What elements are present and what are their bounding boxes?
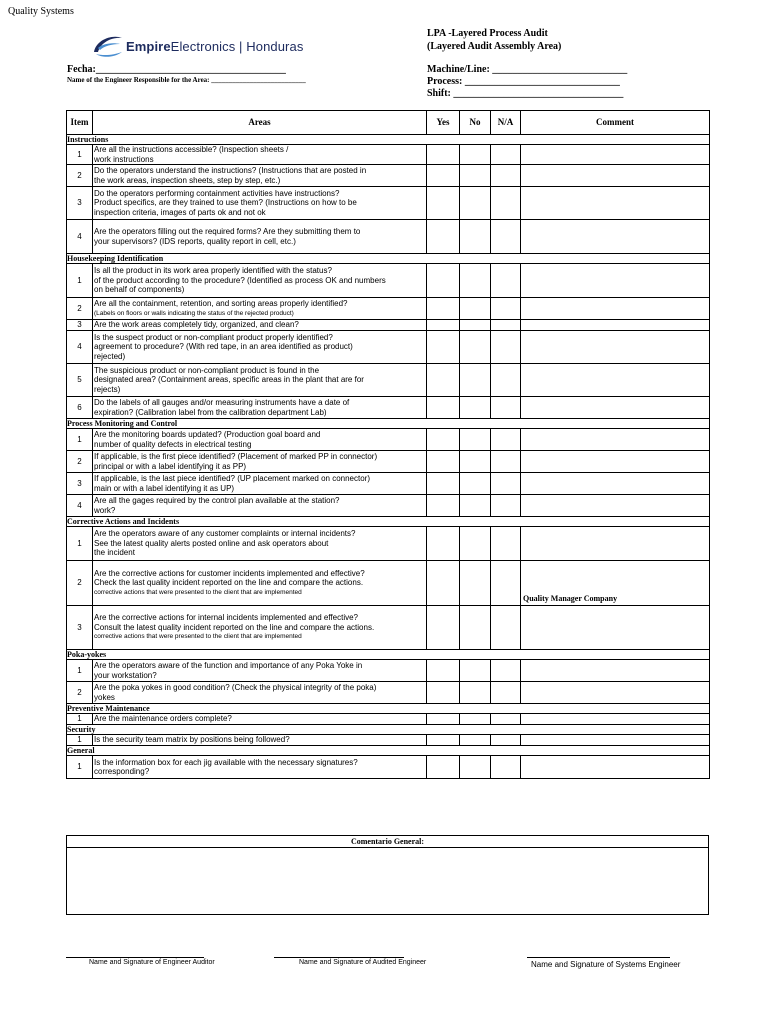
na-cell[interactable] <box>491 714 521 725</box>
question-text <box>93 145 427 165</box>
empire-swoosh-icon <box>92 32 124 62</box>
question-text <box>93 756 427 779</box>
comment-cell[interactable] <box>521 606 710 650</box>
yes-cell[interactable] <box>427 660 460 682</box>
table-row <box>67 165 710 187</box>
question-line: Is the suspect product or non-compliant product properly identified? <box>94 332 333 342</box>
table-row <box>67 473 710 495</box>
question-line: Are the poka yokes in good condition? (Check the physical integrity of the poka) <box>94 683 377 692</box>
yes-cell[interactable] <box>427 735 460 746</box>
no-cell[interactable] <box>460 187 491 220</box>
na-cell[interactable] <box>491 756 521 779</box>
question-line: designated area? (Containment areas, specific areas in the plant that are for <box>94 375 364 385</box>
no-cell[interactable] <box>460 561 491 606</box>
comment-cell[interactable] <box>521 220 710 254</box>
question-line: Are the corrective actions for customer incidents implemented and effective? <box>94 568 365 578</box>
question-line: work? <box>94 505 116 515</box>
question-text <box>93 527 427 561</box>
table-row <box>67 364 710 397</box>
machine-line-field: Machine/Line: ___________________________ <box>427 64 628 75</box>
question-text <box>93 473 427 495</box>
question-line: Is the security team matrix by positions being followed? <box>94 735 290 745</box>
question-line: principal or with a label identifying it as PP) <box>94 461 247 471</box>
na-cell[interactable] <box>491 451 521 473</box>
question-line: corrective actions that were presented to the client that are implemented <box>94 633 302 641</box>
question-line: your workstation? <box>94 670 157 680</box>
question-line: Are the work areas completely tidy, organized, and clean? <box>94 320 299 330</box>
table-row <box>67 451 710 473</box>
question-line: (Labels on floors or walls indicating the status of the rejected product) <box>94 309 294 317</box>
question-line: agreement to procedure? (With red tape, in an area identified as product) <box>94 342 353 352</box>
section-title: Corrective Actions and Incidents <box>67 517 710 527</box>
no-cell[interactable] <box>460 264 491 298</box>
form-subtitle: (Layered Audit Assembly Area) <box>427 41 562 52</box>
question-line: Are the maintenance orders complete? <box>94 714 232 724</box>
question-text <box>93 165 427 187</box>
no-cell[interactable] <box>460 756 491 779</box>
item-number: 2 <box>67 298 93 320</box>
yes-cell[interactable] <box>427 320 460 331</box>
comment-cell[interactable]: Quality Manager Company <box>521 561 710 606</box>
question-line: number of quality defects in electrical testing <box>94 439 252 449</box>
table-row <box>67 331 710 364</box>
question-text <box>93 298 427 320</box>
question-line: Are the operators aware of the function and importance of any Poka Yoke in <box>94 661 363 670</box>
question-text <box>93 735 427 746</box>
column-header-item: Item <box>67 111 93 135</box>
systems-signature-label: Name and Signature of Systems Engineer <box>531 960 681 969</box>
no-cell[interactable] <box>460 165 491 187</box>
comment-cell[interactable] <box>521 451 710 473</box>
na-cell[interactable] <box>491 495 521 517</box>
yes-cell[interactable] <box>427 364 460 397</box>
question-line: expiration? (Calibration label from the calibration department Lab) <box>94 407 327 417</box>
yes-cell[interactable] <box>427 451 460 473</box>
question-line: main or with a label identifying it as UP) <box>94 483 235 493</box>
question-line: The suspicious product or non-compliant product is found in the <box>94 365 320 375</box>
section-title: Process Monitoring and Control <box>67 419 710 429</box>
item-number: 4 <box>67 495 93 517</box>
item-number: 1 <box>67 735 93 746</box>
date-field: Fecha:______________________________________ <box>67 64 286 75</box>
comment-cell[interactable] <box>521 145 710 165</box>
comment-cell[interactable] <box>521 735 710 746</box>
section-row <box>67 704 710 714</box>
question-text <box>93 660 427 682</box>
comment-cell[interactable] <box>521 429 710 451</box>
na-cell[interactable] <box>491 473 521 495</box>
question-line: Check the last quality incident reported on the line and compare the actions. <box>94 578 364 588</box>
na-cell[interactable] <box>491 364 521 397</box>
table-row <box>67 527 710 561</box>
table-header-row <box>67 111 710 135</box>
comment-cell[interactable] <box>521 331 710 364</box>
no-cell[interactable] <box>460 145 491 165</box>
section-title: Security <box>67 725 710 735</box>
item-number: 1 <box>67 527 93 561</box>
table-row <box>67 735 710 746</box>
yes-cell[interactable] <box>427 331 460 364</box>
yes-cell[interactable] <box>427 187 460 220</box>
comment-cell[interactable] <box>521 397 710 419</box>
question-line: corresponding? <box>94 767 150 776</box>
question-text <box>93 429 427 451</box>
yes-cell[interactable] <box>427 298 460 320</box>
item-number: 2 <box>67 451 93 473</box>
table-row <box>67 756 710 779</box>
yes-cell[interactable] <box>427 714 460 725</box>
comment-cell[interactable] <box>521 473 710 495</box>
question-text <box>93 561 427 606</box>
question-line: If applicable, is the last piece identified? (UP placement marked on connector) <box>94 474 371 483</box>
table-row <box>67 606 710 650</box>
yes-cell[interactable] <box>427 495 460 517</box>
table-row <box>67 714 710 725</box>
no-cell[interactable] <box>460 606 491 650</box>
item-number: 1 <box>67 660 93 682</box>
table-row <box>67 220 710 254</box>
question-text <box>93 331 427 364</box>
item-number: 3 <box>67 606 93 650</box>
item-number: 3 <box>67 473 93 495</box>
yes-cell[interactable] <box>427 165 460 187</box>
yes-cell[interactable] <box>427 682 460 704</box>
na-cell[interactable] <box>491 331 521 364</box>
na-cell[interactable] <box>491 429 521 451</box>
yes-cell[interactable] <box>427 473 460 495</box>
table-row <box>67 397 710 419</box>
question-text <box>93 220 427 254</box>
process-field: Process: _______________________________ <box>427 76 620 87</box>
no-cell[interactable] <box>460 660 491 682</box>
section-title: General <box>67 746 710 756</box>
question-line: yokes <box>94 692 115 702</box>
question-line: on behalf of components) <box>94 285 185 295</box>
logo-brand-rest: Electronics | Honduras <box>170 39 304 54</box>
question-text <box>93 451 427 473</box>
responsible-engineer-field: Name of the Engineer Responsible for the Area: ___________________________ <box>67 76 306 84</box>
comment-cell[interactable] <box>521 320 710 331</box>
comment-cell[interactable] <box>521 682 710 704</box>
question-line: Product specifics, are they trained to use them? (Instructions on how to be <box>94 198 357 208</box>
question-text <box>93 682 427 704</box>
comment-cell[interactable] <box>521 660 710 682</box>
section-row <box>67 419 710 429</box>
question-line: Do the operators performing containment activities have instructions? <box>94 188 340 198</box>
yes-cell[interactable] <box>427 606 460 650</box>
no-cell[interactable] <box>460 320 491 331</box>
item-number: 4 <box>67 220 93 254</box>
question-line: If applicable, is the first piece identified? (Placement of marked PP in connector) <box>94 452 378 461</box>
question-line: See the latest quality alerts posted online and ask operators about <box>94 538 329 548</box>
department-label: Quality Systems <box>8 6 74 17</box>
no-cell[interactable] <box>460 714 491 725</box>
question-line: Is all the product in its work area properly identified with the status? <box>94 266 332 276</box>
general-comment-title: Comentario General: <box>67 836 708 848</box>
section-title: Preventive Maintenance <box>67 704 710 714</box>
na-cell[interactable] <box>491 264 521 298</box>
question-text <box>93 187 427 220</box>
question-text <box>93 320 427 331</box>
question-text <box>93 714 427 725</box>
na-cell[interactable] <box>491 220 521 254</box>
question-text <box>93 264 427 298</box>
question-line: Are all the instructions accessible? (Inspection sheets / <box>94 145 289 154</box>
question-text <box>93 397 427 419</box>
question-line: of the product according to the procedure? (Identified as process OK and numbers <box>94 275 386 285</box>
general-comment-box[interactable] <box>66 835 709 915</box>
na-cell[interactable] <box>491 165 521 187</box>
no-cell[interactable] <box>460 220 491 254</box>
table-row <box>67 495 710 517</box>
section-title: Housekeeping Identification <box>67 254 710 264</box>
comment-cell[interactable] <box>521 165 710 187</box>
no-cell[interactable] <box>460 527 491 561</box>
question-line: the work areas, inspection sheets, step by step, etc.) <box>94 175 281 185</box>
yes-cell[interactable] <box>427 264 460 298</box>
comment-cell[interactable] <box>521 495 710 517</box>
item-number: 1 <box>67 264 93 298</box>
item-number: 6 <box>67 397 93 419</box>
question-line: rejected) <box>94 351 126 361</box>
question-line: Do the labels of all gauges and/or measuring instruments have a date of <box>94 398 350 407</box>
audit-table <box>66 110 710 779</box>
na-cell[interactable] <box>491 606 521 650</box>
question-line: Are the monitoring boards updated? (Production goal board and <box>94 430 321 439</box>
comment-cell[interactable] <box>521 364 710 397</box>
item-number: 5 <box>67 364 93 397</box>
table-row <box>67 561 710 606</box>
section-row <box>67 725 710 735</box>
na-cell[interactable] <box>491 397 521 419</box>
no-cell[interactable] <box>460 429 491 451</box>
yes-cell[interactable] <box>427 397 460 419</box>
item-number: 3 <box>67 320 93 331</box>
na-cell[interactable] <box>491 320 521 331</box>
column-header-areas: Areas <box>93 111 427 135</box>
no-cell[interactable] <box>460 364 491 397</box>
yes-cell[interactable] <box>427 561 460 606</box>
comment-cell[interactable] <box>521 714 710 725</box>
item-number: 2 <box>67 165 93 187</box>
section-row <box>67 254 710 264</box>
na-cell[interactable] <box>491 187 521 220</box>
question-line: Are the operators aware of any customer complaints or internal incidents? <box>94 529 356 539</box>
table-row <box>67 660 710 682</box>
table-row <box>67 264 710 298</box>
audited-signature-line <box>274 957 404 958</box>
company-logo <box>92 32 322 62</box>
question-line: your supervisors? (IDS reports, quality report in cell, etc.) <box>94 236 296 246</box>
comment-cell[interactable] <box>521 187 710 220</box>
question-line: Are the operators filling out the required forms? Are they submitting them to <box>94 227 361 236</box>
no-cell[interactable] <box>460 495 491 517</box>
comment-cell[interactable] <box>521 298 710 320</box>
question-line: Is the information box for each jig available with the necessary signatures? <box>94 757 358 767</box>
no-cell[interactable] <box>460 397 491 419</box>
table-row <box>67 429 710 451</box>
yes-cell[interactable] <box>427 756 460 779</box>
question-line: work instructions <box>94 154 154 164</box>
section-row <box>67 650 710 660</box>
shift-field: Shift: __________________________________ <box>427 88 624 99</box>
na-cell[interactable] <box>491 298 521 320</box>
item-number: 2 <box>67 561 93 606</box>
column-header-no: No <box>460 111 491 135</box>
section-title: Instructions <box>67 135 710 145</box>
no-cell[interactable] <box>460 298 491 320</box>
item-number: 1 <box>67 756 93 779</box>
table-row <box>67 187 710 220</box>
audited-signature-label: Name and Signature of Audited Engineer <box>299 959 427 966</box>
item-number: 3 <box>67 187 93 220</box>
question-line: Are the corrective actions for internal incidents implemented and effective? <box>94 613 358 623</box>
question-line: corrective actions that were presented to the client that are implemented <box>94 588 302 596</box>
form-title: LPA -Layered Process Audit <box>427 28 548 39</box>
item-number: 1 <box>67 714 93 725</box>
logo-brand-bold: Empire <box>126 39 171 54</box>
auditor-signature-label: Name and Signature of Engineer Auditor <box>89 959 215 966</box>
table-row <box>67 682 710 704</box>
item-number: 1 <box>67 429 93 451</box>
question-text <box>93 606 427 650</box>
no-cell[interactable] <box>460 735 491 746</box>
column-header-na: N/A <box>491 111 521 135</box>
auditor-signature-line <box>66 957 204 958</box>
yes-cell[interactable] <box>427 220 460 254</box>
no-cell[interactable] <box>460 682 491 704</box>
section-row <box>67 135 710 145</box>
no-cell[interactable] <box>460 331 491 364</box>
question-line: Are all the containment, retention, and sorting areas properly identified? <box>94 299 348 308</box>
table-row <box>67 145 710 165</box>
item-number: 1 <box>67 145 93 165</box>
question-line: inspection criteria, images of parts ok and not ok <box>94 207 266 217</box>
na-cell[interactable] <box>491 735 521 746</box>
section-row <box>67 517 710 527</box>
comment-cell[interactable] <box>521 527 710 561</box>
question-line: Consult the latest quality incident reported on the line and compare the actions. <box>94 622 375 632</box>
na-cell[interactable] <box>491 145 521 165</box>
item-number: 2 <box>67 682 93 704</box>
comment-cell[interactable] <box>521 264 710 298</box>
question-line: Are all the gages required by the control plan available at the station? <box>94 496 340 505</box>
table-row <box>67 320 710 331</box>
section-row <box>67 746 710 756</box>
na-cell[interactable] <box>491 561 521 606</box>
question-line: rejects) <box>94 384 121 394</box>
column-header-comment: Comment <box>521 111 710 135</box>
question-text <box>93 495 427 517</box>
table-row <box>67 298 710 320</box>
na-cell[interactable] <box>491 660 521 682</box>
no-cell[interactable] <box>460 451 491 473</box>
question-line: the incident <box>94 548 135 558</box>
na-cell[interactable] <box>491 527 521 561</box>
systems-signature-line <box>527 957 670 958</box>
yes-cell[interactable] <box>427 145 460 165</box>
question-line: Do the operators understand the instructions? (Instructions that are posted in <box>94 166 367 175</box>
no-cell[interactable] <box>460 473 491 495</box>
section-title: Poka-yokes <box>67 650 710 660</box>
yes-cell[interactable] <box>427 429 460 451</box>
na-cell[interactable] <box>491 682 521 704</box>
question-text <box>93 364 427 397</box>
comment-cell[interactable] <box>521 756 710 779</box>
column-header-yes: Yes <box>427 111 460 135</box>
item-number: 4 <box>67 331 93 364</box>
yes-cell[interactable] <box>427 527 460 561</box>
